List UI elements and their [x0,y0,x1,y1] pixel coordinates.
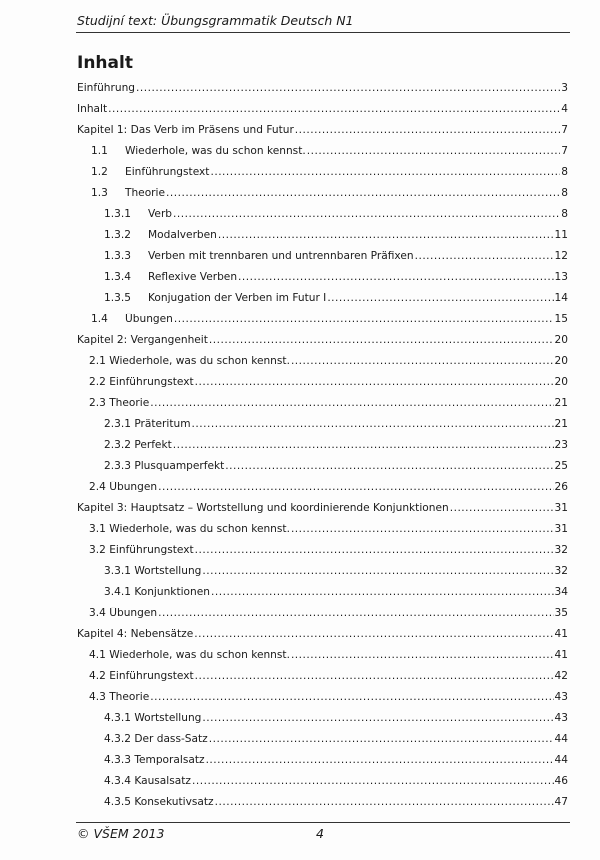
toc-entry[interactable] [77,208,568,229]
toc-entry-title: 3.2 Einführungstext [89,544,194,556]
toc-entry[interactable] [77,754,568,775]
dot-leader [166,187,560,199]
toc-entry[interactable] [77,103,568,124]
toc-entry-page: 41 [554,649,568,661]
toc-entry-title: 2.3.1 Präteritum [104,418,191,430]
dot-leader [202,712,553,724]
toc-entry[interactable] [77,628,568,649]
toc-entry[interactable] [77,649,568,670]
dot-leader [195,544,554,556]
toc-entry[interactable] [77,124,568,145]
toc-entry-title: 3.1 Wiederhole, was du schon kennst. [89,523,290,535]
toc-entry-page: 41 [554,628,568,640]
dot-leader [108,103,560,115]
toc-entry[interactable] [77,82,568,103]
dot-leader [209,334,554,346]
dot-leader [295,124,560,136]
toc-entry-title: 2.1 Wiederhole, was du schon kennst. [89,355,290,367]
toc-entry-page: 20 [554,355,568,367]
toc-entry-number: 1.3.5 [104,292,131,304]
toc-entry-title: Kapitel 1: Das Verb im Präsens und Futur [77,124,294,136]
toc-entry-number: 1.3.1 [104,208,131,220]
dot-leader [150,691,553,703]
toc-entry-page: 21 [554,397,568,409]
toc-entry-number: 1.3.3 [104,250,131,262]
toc-entry-number: 1.3.4 [104,271,131,283]
toc-entry-page: 7 [561,145,568,157]
dot-leader [174,313,554,325]
dot-leader [209,733,554,745]
toc-entry-number: 1.3.2 [104,229,131,241]
dot-leader [192,418,554,430]
toc-entry-page: 25 [554,460,568,472]
toc-entry-page: 23 [554,439,568,451]
toc-entry-title: 3.4.1 Konjunktionen [104,586,210,598]
toc-entry-title: Reflexive Verben [148,271,238,283]
toc-entry[interactable] [77,418,568,439]
toc-entry-title: 4.3.3 Temporalsatz [104,754,205,766]
toc-entry[interactable] [77,271,568,292]
dot-leader [194,628,553,640]
dot-leader [415,250,554,262]
toc-entry[interactable] [77,376,568,397]
toc-entry-page: 3 [561,82,568,94]
toc-entry[interactable] [77,355,568,376]
dot-leader [195,376,554,388]
toc-entry-page: 31 [554,502,568,514]
toc-entry[interactable] [77,229,568,250]
toc-entry-page: 46 [554,775,568,787]
toc-entry[interactable] [77,565,568,586]
toc-entry-title: Kapitel 3: Hauptsatz – Wortstellung und koordinierende Konjunktionen [77,502,449,514]
toc-entry-title: 4.3.2 Der dass-Satz [104,733,208,745]
toc-entry[interactable] [77,145,568,166]
toc-entry[interactable] [77,292,568,313]
dot-leader [192,775,554,787]
dot-leader [450,502,554,514]
toc-entry-number: 1.2 [91,166,108,178]
toc-entry[interactable] [77,523,568,544]
dot-leader [158,481,553,493]
toc-entry-title: 4.3.5 Konsekutivsatz [104,796,214,808]
toc-entry-title: Verb [148,208,173,220]
toc-entry-title: Einführung [77,82,136,94]
dot-leader [215,796,554,808]
toc-entry-title: 2.3 Theorie [89,397,150,409]
toc-entry-page: 43 [554,712,568,724]
toc-entry-title: 4.3 Theorie [89,691,150,703]
toc-entry-page: 20 [554,334,568,346]
toc-entry[interactable] [77,187,568,208]
toc-entry-page: 26 [554,481,568,493]
dot-leader [210,166,560,178]
page-title: Inhalt [77,53,133,73]
toc-entry-page: 34 [554,586,568,598]
dot-leader [173,208,560,220]
toc-entry-page: 35 [554,607,568,619]
toc-entry-page: 47 [554,796,568,808]
toc-entry[interactable] [77,250,568,271]
dot-leader [202,565,553,577]
toc-entry-title: 3.4 Übungen [89,607,158,619]
toc-entry[interactable] [77,334,568,355]
toc-entry[interactable] [77,313,568,334]
toc-entry-title: 2.3.2 Perfekt [104,439,172,451]
toc-entry-page: 31 [554,523,568,535]
toc-entry[interactable] [77,796,568,817]
dot-leader [173,439,554,451]
toc-entry-page: 8 [561,208,568,220]
toc-entry[interactable] [77,691,568,712]
toc-entry-title: Konjugation der Verben im Futur I [148,292,327,304]
toc-entry-number: 1.1 [91,145,108,157]
toc-entry-page: 8 [561,187,568,199]
toc-entry-title: 4.3.4 Kausalsatz [104,775,191,787]
dot-leader [211,586,554,598]
dot-leader [206,754,554,766]
footer-page-number: 4 [316,826,324,841]
toc-entry-page: 43 [554,691,568,703]
dot-leader [291,649,554,661]
toc-entry-title: 4.3.1 Wortstellung [104,712,202,724]
dot-leader [195,670,554,682]
toc-entry-page: 44 [554,754,568,766]
toc-entry[interactable] [77,733,568,754]
toc-entry[interactable] [77,586,568,607]
toc-entry-title: 3.3.1 Wortstellung [104,565,202,577]
toc-entry[interactable] [77,775,568,796]
running-header: Studijní text: Übungsgrammatik Deutsch N1 [77,13,354,28]
toc-entry-page: 42 [554,670,568,682]
dot-leader [136,82,560,94]
toc-entry-title: 2.2 Einführungstext [89,376,194,388]
toc-entry-page: 11 [554,229,568,241]
toc-entry[interactable] [77,607,568,628]
toc-entry-page: 21 [554,418,568,430]
toc-entry-title: 2.4 Übungen [89,481,158,493]
toc-entry-title: 2.3.3 Plusquamperfekt [104,460,225,472]
toc-entry[interactable] [77,397,568,418]
table-of-contents [77,82,568,817]
toc-entry-title: Theorie [125,187,166,199]
toc-entry-page: 12 [554,250,568,262]
dot-leader [327,292,553,304]
dot-leader [218,229,554,241]
toc-entry-page: 32 [554,544,568,556]
toc-entry-page: 4 [561,103,568,115]
dot-leader [307,145,561,157]
toc-entry[interactable] [77,502,568,523]
toc-entry-number: 1.4 [91,313,108,325]
toc-entry-page: 20 [554,376,568,388]
toc-entry-page: 8 [561,166,568,178]
toc-entry-page: 32 [554,565,568,577]
dot-leader [150,397,553,409]
dot-leader [291,355,554,367]
toc-entry[interactable] [77,439,568,460]
toc-entry-number: 1.3 [91,187,108,199]
toc-entry-title: Wiederhole, was du schon kennst. [125,145,306,157]
footer-rule [76,822,570,823]
toc-entry-page: 7 [561,124,568,136]
dot-leader [225,460,553,472]
toc-entry[interactable] [77,460,568,481]
toc-entry-page: 15 [554,313,568,325]
toc-entry[interactable] [77,544,568,565]
header-rule [76,32,570,33]
toc-entry-page: 13 [554,271,568,283]
toc-entry-title: Kapitel 2: Vergangenheit [77,334,208,346]
toc-entry-title: Übungen [125,313,173,325]
dot-leader [158,607,553,619]
toc-entry-page: 44 [554,733,568,745]
toc-entry-title: Kapitel 4: Nebensätze [77,628,194,640]
toc-entry[interactable] [77,166,568,187]
toc-entry-page: 14 [554,292,568,304]
toc-entry[interactable] [77,670,568,691]
toc-entry-title: Einführungstext [125,166,210,178]
toc-entry[interactable] [77,712,568,733]
toc-entry-title: 4.1 Wiederhole, was du schon kennst. [89,649,290,661]
footer-copyright: © VŠEM 2013 [77,826,165,841]
toc-entry-title: 4.2 Einführungstext [89,670,194,682]
dot-leader [291,523,554,535]
dot-leader [238,271,553,283]
toc-entry-title: Inhalt [77,103,108,115]
toc-entry[interactable] [77,481,568,502]
toc-entry-title: Modalverben [148,229,217,241]
toc-entry-title: Verben mit trennbaren und untrennbaren Präfixen [148,250,414,262]
